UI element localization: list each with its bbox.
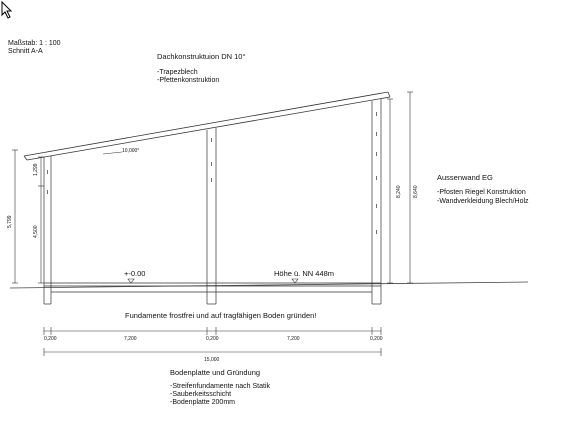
floor-item-2: -Sauberkeitsschicht xyxy=(170,391,232,398)
dim-right-total: 8,640 xyxy=(413,185,419,198)
scale-label: Maßstab: 1 : 100 xyxy=(8,40,61,47)
roof-title: Dachkonstruktuion DN 10° xyxy=(157,52,246,61)
dim-bottom-total: 15,000 xyxy=(204,357,220,363)
dim-bottom-3: 0,200 xyxy=(206,336,219,342)
pitch-leader xyxy=(103,152,122,154)
foundation-note: Fundamente frostfrei und auf tragfähigen Boden gründen! xyxy=(125,311,317,320)
dim-bottom-2: 7,200 xyxy=(124,336,137,342)
dim-bottom-5: 0,200 xyxy=(370,336,383,342)
dim-left-total: 5,799 xyxy=(7,215,13,228)
roof-item-1: -Trapezblech xyxy=(157,69,198,76)
mouse-cursor-icon xyxy=(1,1,13,19)
zero-level-marker xyxy=(128,279,134,283)
dim-right-upper: 8,240 xyxy=(396,185,402,198)
left-post xyxy=(44,156,51,304)
dim-bottom-4: 7,200 xyxy=(287,336,300,342)
section-label: Schnitt A-A xyxy=(8,48,43,55)
roof-item-2: -Pfettenkonstruktion xyxy=(157,77,220,84)
nn-level-label: Höhe ü. NN 448m xyxy=(274,269,335,278)
wall-item-1: -Pfosten Riegel Konstruktion xyxy=(437,189,526,196)
dim-left-upper: 1,299 xyxy=(33,163,39,176)
wall-title: Aussenwand EG xyxy=(437,173,493,182)
floor-title: Bodenplatte und Gründung xyxy=(170,368,261,377)
middle-post xyxy=(207,128,216,304)
left-dimension-chain xyxy=(12,150,44,283)
dim-left-lower: 4,500 xyxy=(33,225,39,238)
floor-item-3: -Bodenplatte 200mm xyxy=(170,399,235,406)
right-post xyxy=(372,99,381,304)
wall-item-2: -Wandverkleidung Blech/Holz xyxy=(437,198,529,205)
nn-level-marker xyxy=(292,279,298,283)
floor-item-1: -Streifenfundamente nach Statik xyxy=(170,383,271,390)
zero-level-label: +-0.00 xyxy=(124,269,146,278)
dim-bottom-1: 0,200 xyxy=(44,336,57,342)
roof-pitch-label: 10,000° xyxy=(122,148,140,154)
